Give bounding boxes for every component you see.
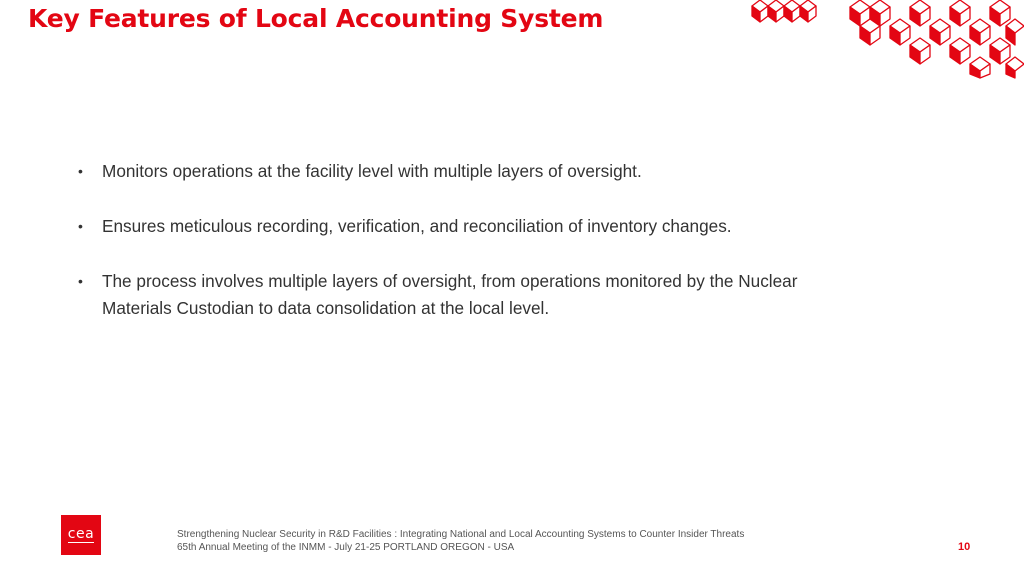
bullet-item — [78, 213, 838, 240]
bullet-dot: • — [78, 273, 83, 289]
bullet-dot: • — [78, 218, 83, 234]
bullet-text: The process involves multiple layers of oversight, from operations monitored by the Nuclear Materials Custodian to data consolidation at the local level. — [102, 271, 798, 318]
cube-pattern-icon — [740, 0, 1024, 80]
cea-logo-text: cea — [67, 526, 95, 542]
footer — [177, 528, 744, 554]
footer-line-2: 65th Annual Meeting of the INMM - July 21-25 PORTLAND OREGON - USA — [177, 542, 515, 553]
bullet-dot: • — [78, 163, 83, 179]
cea-logo — [61, 515, 101, 555]
bullet-list — [78, 158, 838, 350]
footer-line-1: Strengthening Nuclear Security in R&D Facilities : Integrating National and Local Accounting Systems to Counter Insider Threats — [177, 529, 745, 540]
page-number: 10 — [958, 541, 971, 553]
bullet-item — [78, 158, 838, 185]
bullet-text: Monitors operations at the facility level with multiple layers of oversight. — [102, 161, 642, 181]
bullet-text: Ensures meticulous recording, verification, and reconciliation of inventory changes. — [102, 216, 732, 236]
bullet-item — [78, 268, 838, 322]
slide-title: Key Features of Local Accounting System — [28, 4, 604, 33]
